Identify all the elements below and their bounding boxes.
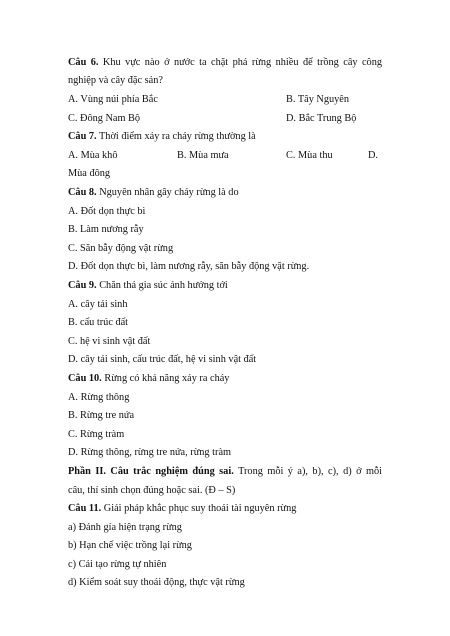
part2-text-line2: câu, thí sinh chọn đúng hoặc sai. (Đ – S) xyxy=(68,485,236,496)
q6-option-b[interactable]: B. Tây Nguyên xyxy=(286,94,350,105)
q9-stem xyxy=(68,279,228,292)
q8-option-b[interactable]: B. Làm nương rẫy xyxy=(68,224,144,235)
q11-item-c[interactable]: c) Cải tạo rừng tự nhiên xyxy=(68,559,167,570)
q9-option-b[interactable]: B. cấu trúc đất xyxy=(68,317,129,328)
q8-option-a[interactable]: A. Đốt dọn thực bì xyxy=(68,206,146,217)
part2-heading-line1 xyxy=(68,465,382,478)
q7-option-d[interactable]: D. xyxy=(368,150,379,161)
q9-text: Chăn thả gia súc ảnh hưởng tới xyxy=(99,280,228,291)
q11-item-a[interactable]: a) Đánh gía hiện trạng rừng xyxy=(68,522,182,533)
q8-label: Câu 8. xyxy=(68,187,97,198)
q7-option-c[interactable]: C. Mùa thu xyxy=(286,150,333,161)
q7-option-b[interactable]: B. Mùa mưa xyxy=(177,150,229,161)
q6-option-a[interactable]: A. Vùng núi phía Bắc xyxy=(68,94,158,105)
q11-stem xyxy=(68,502,296,515)
q6-text-line1: Khu vực nào ở nước ta chặt phá rừng nhiều để trồng cây công xyxy=(102,57,382,68)
q7-text: Thời điểm xảy ra cháy rừng thường là xyxy=(99,131,256,142)
q10-option-c[interactable]: C. Rừng tràm xyxy=(68,429,125,440)
q8-stem xyxy=(68,186,239,199)
q8-text: Nguyên nhân gây cháy rừng là do xyxy=(99,187,239,198)
q11-text: Giải pháp khắc phục suy thoái tài nguyên rừng xyxy=(103,503,297,514)
q9-option-a[interactable]: A. cây tái sinh xyxy=(68,299,128,310)
q10-text: Rừng có khả năng xảy ra cháy xyxy=(104,373,230,384)
q8-option-c[interactable]: C. Săn bẫy động vật rừng xyxy=(68,243,174,254)
q9-option-c[interactable]: C. hệ vi sinh vật đất xyxy=(68,336,151,347)
q7-label: Câu 7. xyxy=(68,131,97,142)
q7-option-d-cont: Mùa đông xyxy=(68,168,111,179)
q10-stem xyxy=(68,372,229,385)
q11-item-d[interactable]: d) Kiểm soát suy thoái động, thực vật rừng xyxy=(68,577,245,588)
q6-option-d[interactable]: D. Bắc Trung Bộ xyxy=(286,113,357,124)
q10-label: Câu 10. xyxy=(68,373,102,384)
q7-option-a[interactable]: A. Mùa khô xyxy=(68,150,118,161)
q10-option-d[interactable]: D. Rừng thông, rừng tre nứa, rừng tràm xyxy=(68,447,232,458)
q6-label: Câu 6. xyxy=(68,57,99,68)
q9-label: Câu 9. xyxy=(68,280,97,291)
q10-option-a[interactable]: A. Rừng thông xyxy=(68,392,130,403)
q11-label: Câu 11. xyxy=(68,503,102,514)
q11-item-b[interactable]: b) Hạn chế việc trồng lại rừng xyxy=(68,540,192,551)
q9-option-d[interactable]: D. cây tái sinh, cấu trúc đất, hệ vi sinh vật đất xyxy=(68,354,257,365)
q7-stem xyxy=(68,130,256,143)
part2-title: Phần II. Câu trắc nghiệm đúng sai. xyxy=(68,466,234,477)
q8-option-d[interactable]: D. Đốt dọn thực bì, làm nương rẫy, săn bẫy động vật rừng. xyxy=(68,261,310,272)
part2-text-line1: Trong mỗi ý a), b), c), d) ở mỗi xyxy=(238,466,383,477)
q6-text-line2: nghiệp và cây đặc sản? xyxy=(68,75,163,86)
q6-stem-line1 xyxy=(68,56,382,69)
q10-option-b[interactable]: B. Rừng tre nứa xyxy=(68,410,135,421)
q6-option-c[interactable]: C. Đông Nam Bộ xyxy=(68,113,141,124)
